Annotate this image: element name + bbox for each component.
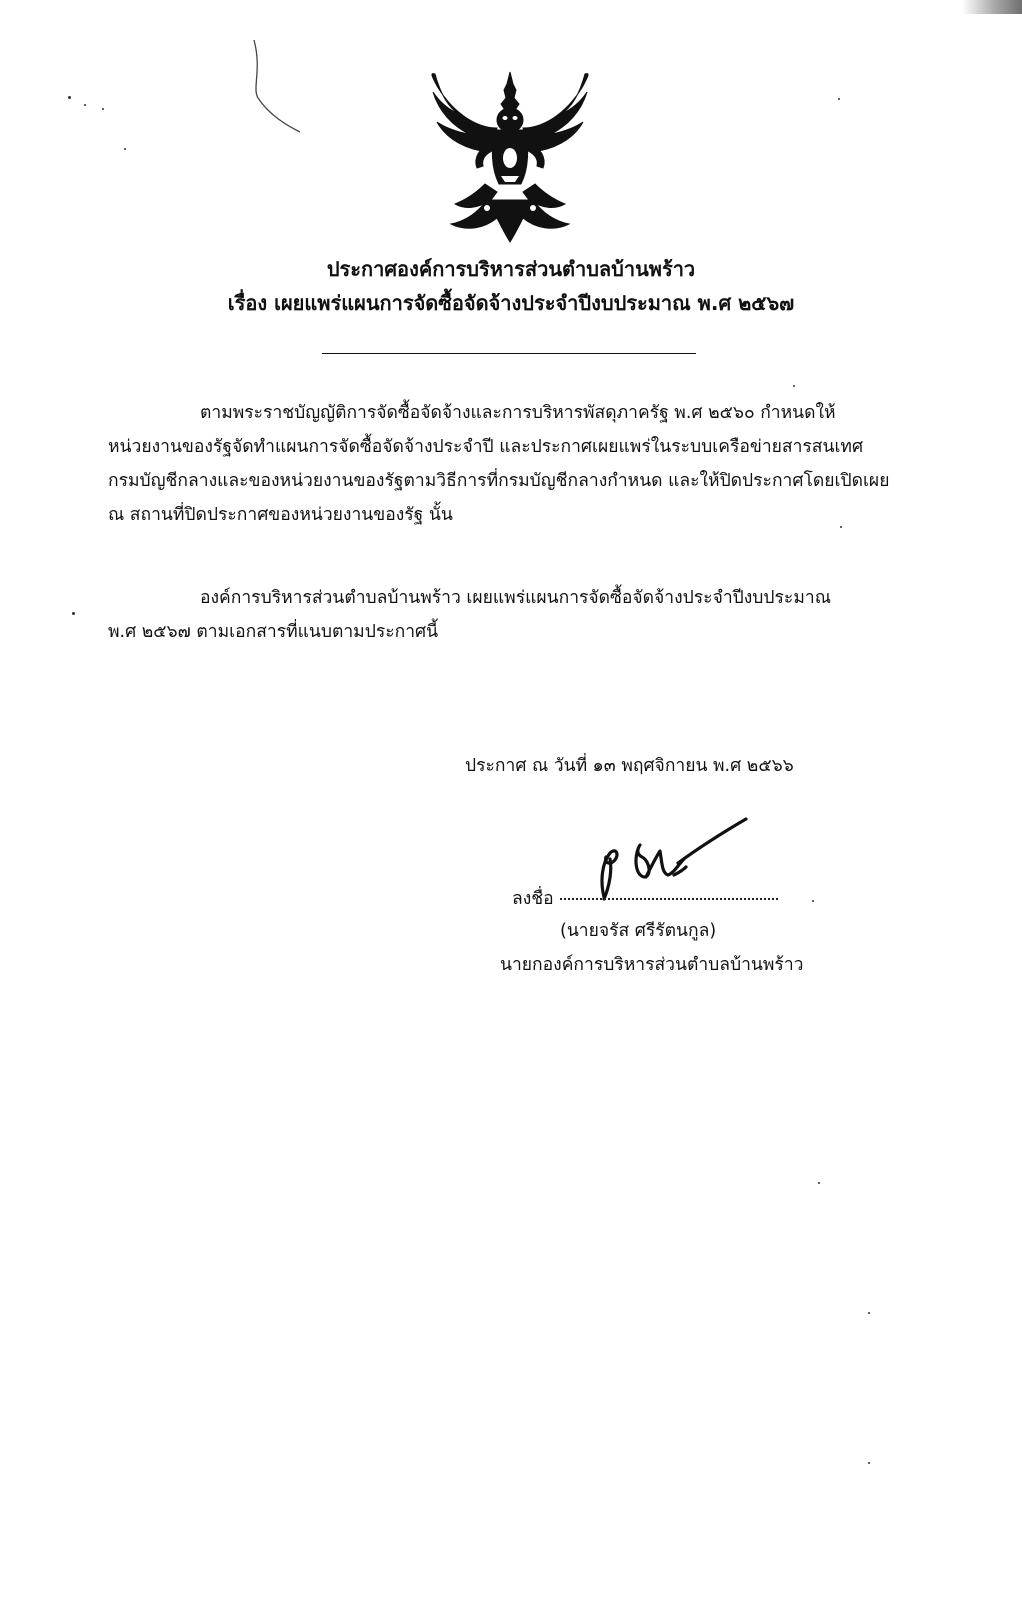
scan-speck [812,900,814,902]
scan-speck [838,98,840,100]
paragraph-line: กรมบัญชีกลางและของหน่วยงานของรัฐตามวิธีการที่กรมบัญชีกลางกำหนด และให้ปิดประกาศโดยเปิดเผย [108,471,890,491]
paragraph-line: องค์การบริหารส่วนตำบลบ้านพร้าว เผยแพร่แผนการจัดซื้อจัดจ้างประจำปีงบประมาณ [200,588,831,608]
scan-speck [72,612,75,615]
signer-name: (นายจรัส ศรีรัตนกูล) [560,921,717,941]
body-paragraph-1 [108,396,904,532]
body-paragraph-2 [108,581,904,649]
announcement-title: ประกาศองค์การบริหารส่วนตำบลบ้านพร้าว [326,257,696,281]
scan-speck [793,385,795,387]
handwritten-signature [590,815,770,910]
scan-speck [124,148,126,150]
scan-speck [68,96,71,99]
paragraph-line: พ.ศ ๒๕๖๗ ตามเอกสารที่แนบตามประกาศนี้ [108,622,439,642]
paragraph-line: หน่วยงานของรัฐจัดทำแผนการจัดซื้อจัดจ้างประจำปี และประกาศเผยแพร่ในระบบเครือข่ายสารสนเทศ [108,437,864,457]
paragraph-line: ณ สถานที่ปิดประกาศของหน่วยงานของรัฐ นั้น [108,505,453,525]
scan-corner-shadow [962,0,1022,14]
announcement-subject: เรื่อง เผยแพร่แผนการจัดซื้อจัดจ้างประจำปีงบประมาณ พ.ศ ๒๕๖๗ [227,291,795,315]
scan-speck [102,108,104,110]
garuda-emblem-icon [425,68,595,246]
scan-speck [868,1462,870,1464]
signature-dotted-line [560,898,778,900]
announcement-date: ประกาศ ณ วันที่ ๑๓ พฤศจิกายน พ.ศ ๒๕๖๖ [465,756,794,776]
title-underline [322,353,696,354]
scan-speck [868,1312,870,1314]
scan-speck [84,104,86,106]
paper-fold-mark [240,40,310,140]
paragraph-line: ตามพระราชบัญญัติการจัดซื้อจัดจ้างและการบริหารพัสดุภาครัฐ พ.ศ ๒๕๖๐ กำหนดให้ [200,403,836,423]
scan-speck [818,1182,820,1184]
signature-label: ลงชื่อ [512,889,554,909]
signer-position: นายกองค์การบริหารส่วนตำบลบ้านพร้าว [500,955,804,975]
